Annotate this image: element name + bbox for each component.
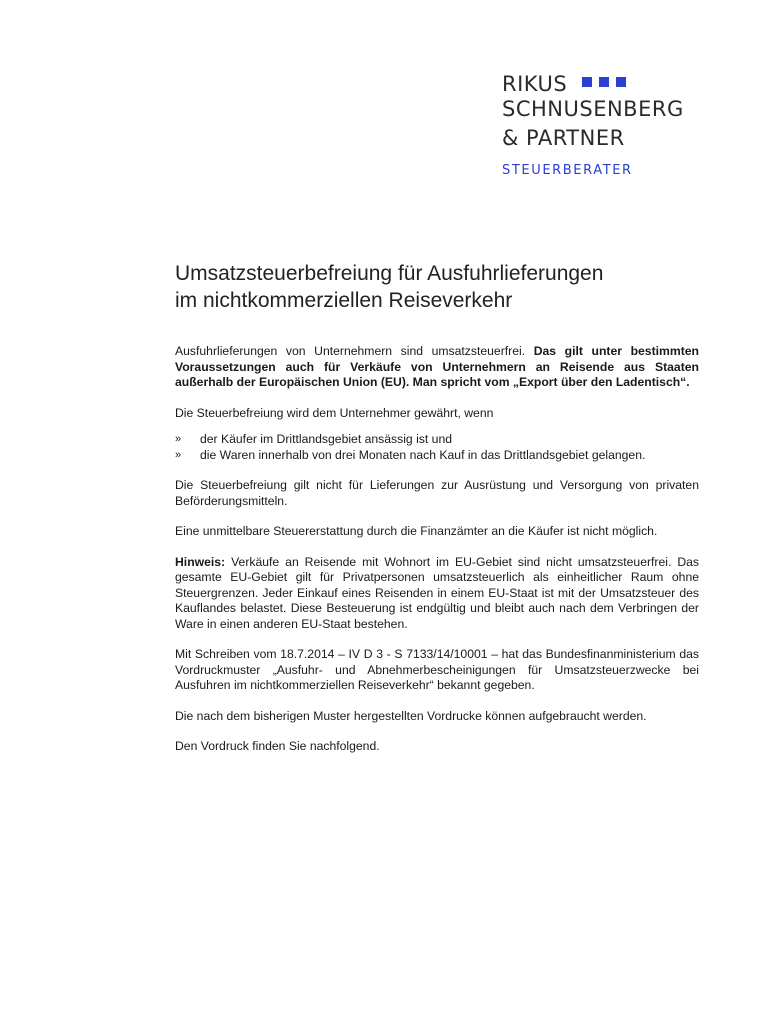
bullet-icon: » (175, 433, 182, 445)
logo-name-rikus: RIKUS (502, 72, 568, 96)
hinweis-paragraph (175, 555, 699, 633)
condition-intro-paragraph: Die Steuerbefreiung wird dem Unternehmer gewährt, wenn (175, 405, 494, 420)
form-follows-paragraph: Den Vordruck finden Sie nachfolgend. (175, 739, 380, 753)
document-body (175, 260, 699, 770)
list-item (175, 448, 699, 464)
hinweis-text: Verkäufe an Reisende mit Wohnort im EU-Gebiet sind nicht umsatzsteuerfrei. Das gesamte EU-Gebiet gilt für Privatpersonen umsatzsteuerlich als einheitlicher Raum ohne Steuergrenzen. Jeder Einkauf eines Reisenden in einem EU-Staat ist mit der Umsatzsteuer des Kauflandes belastet. Diese Besteuerung ist endgültig und bleibt auch nach dem Verbringen der Ware in einen anderen EU-Staat bestehen. (175, 554, 699, 631)
company-logo (502, 66, 732, 178)
logo-squares-icon (582, 66, 633, 95)
exclusion-paragraph: Die Steuerbefreiung gilt nicht für Lieferungen zur Ausrüstung und Versorgung von privaten Beförderungsmitteln. (175, 478, 699, 508)
logo-line-1 (502, 66, 732, 95)
intro-paragraph (175, 344, 699, 391)
refund-paragraph: Eine unmittelbare Steuererstattung durch die Finanzämter an die Käufer ist nicht möglich. (175, 524, 658, 538)
old-forms-paragraph: Die nach dem bisherigen Muster hergestellten Vordrucke können aufgebraucht werden. (175, 708, 647, 723)
logo-line-2: SCHNUSENBERG (502, 97, 684, 121)
ministry-letter-paragraph: Mit Schreiben vom 18.7.2014 – IV D 3 - S 7133/14/10001 – hat das Bundesfinanministerium das Vordruckmuster „Ausfuhr- und Abnehmerbescheinigungen für Umsatzsteuerzwecke bei Ausfuhren im nichtkommerziellen Reiseverkehr“ bekannt gegeben. (175, 647, 699, 692)
condition-list (175, 432, 699, 463)
bullet-icon: » (175, 448, 182, 461)
logo-line-3: & PARTNER (502, 126, 625, 150)
hinweis-label: Hinweis: (175, 554, 226, 569)
list-item (175, 432, 699, 448)
list-item-text: die Waren innerhalb von drei Monaten nach Kauf in das Drittlandsgebiet gelangen. (200, 447, 646, 462)
document-title (175, 260, 699, 314)
intro-bold-text: Das gilt unter bestimmten Voraussetzungen auch für Verkäufe von Unternehmern an Reisende aus Staaten außerhalb der Europäischen Union (EU). Man spricht vom „Export über den Ladentisch“. (175, 344, 699, 389)
title-line-1: Umsatzsteuerbefreiung für Ausfuhrlieferungen (175, 262, 604, 285)
title-line-2: im nichtkommerziellen Reiseverkehr (175, 289, 513, 312)
list-item-text: der Käufer im Drittlandsgebiet ansässig ist und (200, 432, 453, 446)
logo-subtitle: STEUERBERATER (502, 163, 633, 178)
intro-text: Ausfuhrlieferungen von Unternehmern sind umsatzsteuerfrei. (175, 344, 534, 358)
